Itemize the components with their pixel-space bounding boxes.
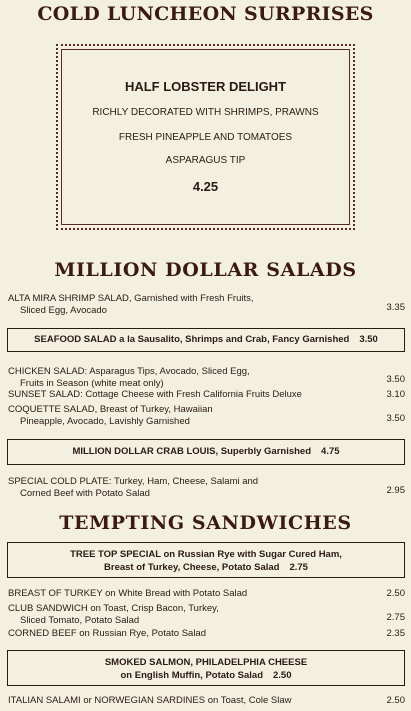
feature-description-line: FRESH PINEAPPLE AND TOMATOES xyxy=(118,132,293,143)
item-text: COQUETTE SALAD, Breast of Turkey, Hawaiian xyxy=(8,404,213,415)
menu-item-alta-mira xyxy=(8,293,405,316)
item-text: BREAST OF TURKEY on White Bread with Potato Salad xyxy=(8,588,248,599)
item-text: Breast of Turkey, Cheese, Potato Salad xyxy=(104,562,280,573)
item-price: 2.95 xyxy=(386,485,405,496)
item-price: 3.50 xyxy=(386,374,405,385)
item-text: ITALIAN SALAMI or NORWEGIAN SARDINES on Toast, Cole Slaw xyxy=(8,695,292,706)
section-heading-sandwiches: TEMPTING SANDWICHES xyxy=(59,512,352,534)
item-text: CLUB SANDWICH on Toast, Crisp Bacon, Turkey, xyxy=(8,603,219,614)
item-price: 3.10 xyxy=(386,389,405,400)
item-text: on English Muffin, Potato Salad xyxy=(120,670,263,681)
item-text: CHICKEN SALAD: Asparagus Tips, Avocado, Sliced Egg, xyxy=(8,366,250,377)
item-text: ALTA MIRA SHRIMP SALAD, Garnished with Fresh Fruits, xyxy=(8,293,254,304)
feature-box-half-lobster xyxy=(56,44,355,230)
item-text: SEAFOOD SALAD a la Sausalito, Shrimps and Crab, Fancy Garnished xyxy=(34,334,350,345)
item-price: 4.75 xyxy=(321,446,340,457)
feature-title: HALF LOBSTER DELIGHT xyxy=(124,79,287,94)
menu-box-seafood-salad xyxy=(7,328,405,352)
item-price: 3.35 xyxy=(386,302,405,313)
menu-box-tree-top-special xyxy=(7,542,405,578)
item-text: MILLION DOLLAR CRAB LOUIS, Superbly Garnished xyxy=(72,446,312,457)
menu-item-breast-of-turkey xyxy=(8,588,405,600)
menu-item-special-cold-plate xyxy=(8,476,405,499)
menu-item-club-sandwich xyxy=(8,603,405,626)
menu-item-sunset-salad xyxy=(8,389,405,401)
item-price: 2.75 xyxy=(386,612,405,623)
item-text: Sliced Tomato, Potato Salad xyxy=(20,614,140,626)
item-text: TREE TOP SPECIAL on Russian Rye with Sugar Cured Ham, xyxy=(70,549,342,560)
feature-price: 4.25 xyxy=(192,179,219,194)
menu-item-chicken-salad xyxy=(8,366,405,389)
item-price: 2.50 xyxy=(386,695,405,706)
item-price: 2.50 xyxy=(386,588,405,599)
item-price: 2.35 xyxy=(386,628,405,639)
menu-item-coquette-salad xyxy=(8,404,405,427)
item-text: CORNED BEEF on Russian Rye, Potato Salad xyxy=(8,628,207,639)
menu-box-smoked-salmon xyxy=(7,650,405,686)
item-text: Corned Beef with Potato Salad xyxy=(20,487,150,499)
item-text: SUNSET SALAD: Cottage Cheese with Fresh California Fruits Deluxe xyxy=(8,389,302,400)
item-text: Fruits in Season (white meat only) xyxy=(20,377,164,389)
item-text: SMOKED SALMON, PHILADELPHIA CHEESE xyxy=(104,657,308,668)
menu-item-italian-salami xyxy=(8,695,405,707)
item-text: SPECIAL COLD PLATE: Turkey, Ham, Cheese, Salami and xyxy=(8,476,259,487)
item-text: Sliced Egg, Avocado xyxy=(20,304,107,316)
section-heading-salads: MILLION DOLLAR SALADS xyxy=(54,259,357,281)
item-price: 2.50 xyxy=(273,670,292,681)
item-price: 3.50 xyxy=(386,413,405,424)
feature-description-line: RICHLY DECORATED WITH SHRIMPS, PRAWNS xyxy=(92,107,319,118)
item-price: 2.75 xyxy=(289,562,308,573)
menu-item-corned-beef xyxy=(8,628,405,640)
item-price: 3.50 xyxy=(359,334,378,345)
menu-box-crab-louis xyxy=(7,439,405,465)
section-heading-cold-luncheon: COLD LUNCHEON SURPRISES xyxy=(37,3,374,25)
item-text: Pineapple, Avocado, Lavishly Garnished xyxy=(20,415,190,427)
feature-description-line: ASPARAGUS TIP xyxy=(165,155,246,166)
